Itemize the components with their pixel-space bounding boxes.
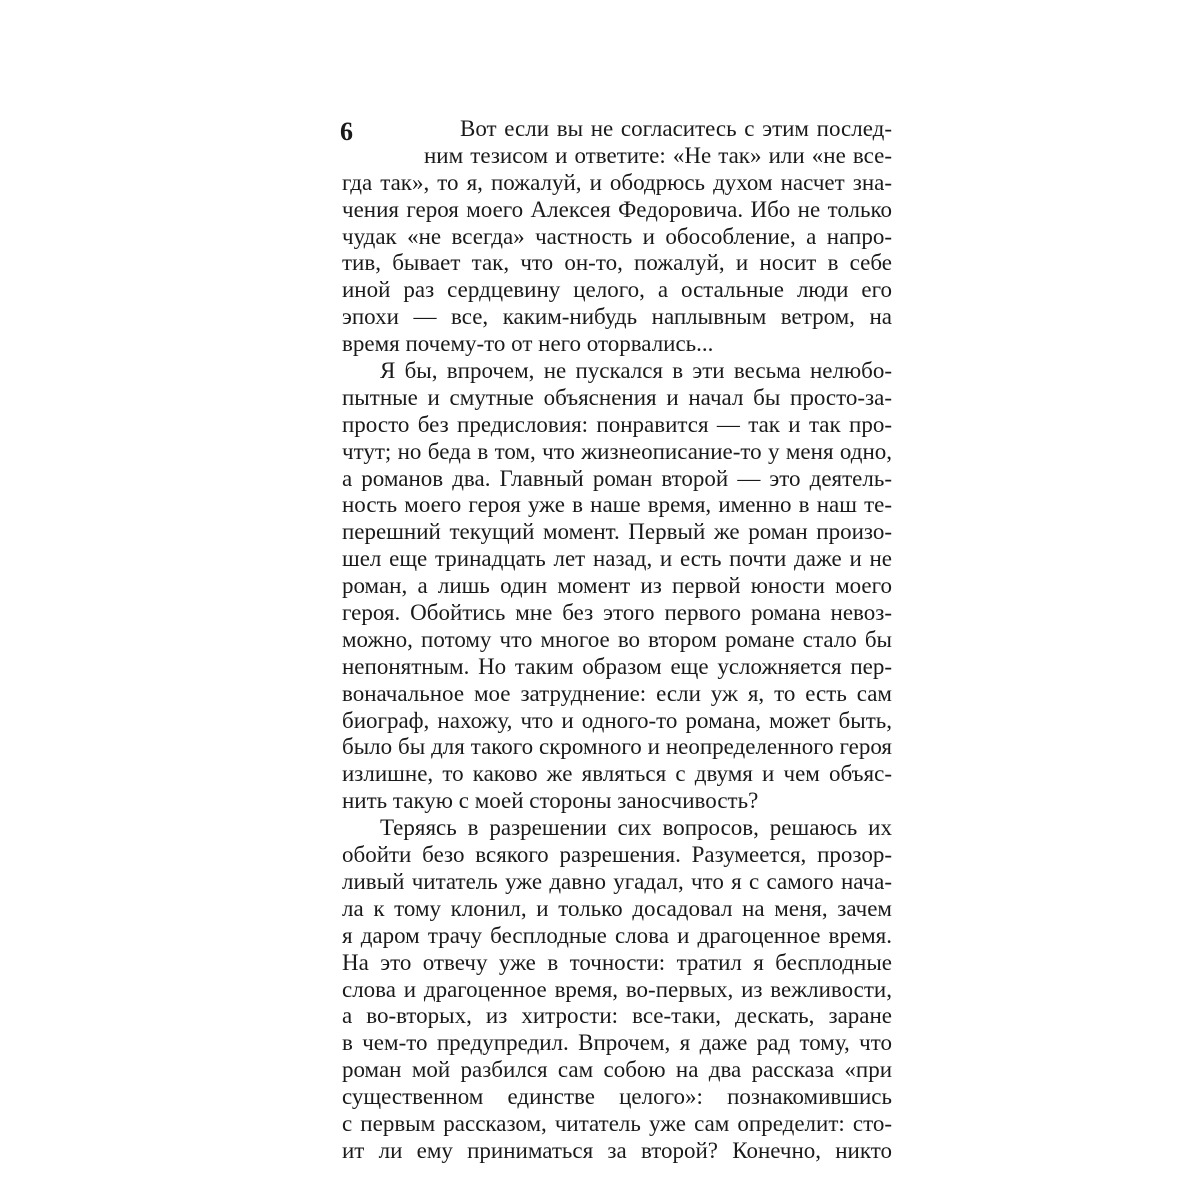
text-line: роман мой разбился сам собою на два рассказа «при (342, 1057, 892, 1083)
text-line: Я бы, впрочем, не пускался в эти весьма нелюбо- (380, 358, 892, 384)
text-line: я даром трачу бесплодные слова и драгоценное время. (342, 922, 892, 948)
text-line: Теряясь в разрешении сих вопросов, решаюсь их (380, 815, 892, 841)
paragraph-2 (342, 358, 892, 815)
text-line: излишне, то каково же являться с двумя и чем объяс- (342, 761, 892, 787)
text-line: чения героя моего Алексея Федоровича. Ибо не только (342, 196, 892, 222)
text-line: иной раз сердцевину целого, а остальные люди его (342, 277, 892, 303)
text-line: ним тезисом и ответите: «Не так» или «не все- (424, 142, 892, 168)
text-line: обойти безо всякого разрешения. Разумеется, прозор- (342, 842, 892, 868)
text-line: а во-вторых, из хитрости: все-таки, дескать, заране (342, 1003, 892, 1029)
text-line: с первым рассказом, читатель уже сам определит: сто- (342, 1110, 892, 1136)
text-line: нить такую с моей стороны заносчивость? (342, 788, 759, 814)
text-line: ливый читатель уже давно угадал, что я с самого нача- (342, 868, 892, 894)
text-line: пытные и смутные объяснения и начал бы просто-за- (342, 384, 892, 410)
text-line: ла к тому клонил, и только досадовал на меня, зачем (342, 895, 892, 921)
text-line: ит ли ему приниматься за второй? Конечно, никто (342, 1137, 892, 1163)
text-line: ность моего героя уже в наше время, именно в наш те- (342, 492, 892, 518)
text-line: перешний текущий момент. Первый же роман произо- (342, 519, 892, 545)
paragraph-3 (342, 815, 892, 1165)
text-line: роман, а лишь один момент из первой юности моего (342, 573, 892, 599)
text-line: непонятным. Но таким образом еще усложняется пер- (342, 653, 892, 679)
text-line: слова и драгоценное время, во-первых, из вежливости, (342, 976, 892, 1002)
text-line: биограф, нахожу, что и одного-то романа, может быть, (342, 707, 892, 733)
text-line: воначальное мое затруднение: если уж я, то есть сам (342, 680, 892, 706)
text-line: Вот если вы не согласитесь с этим послед- (460, 116, 892, 141)
text-line: тив, бывает так, что он-то, пожалуй, и носит в себе (342, 250, 892, 276)
text-line: героя. Обойтись мне без этого первого романа невоз- (342, 600, 892, 626)
text-line: существенном единстве целого»: познакомившись (342, 1084, 892, 1110)
page-number: 6 (340, 117, 353, 146)
text-line: время почему-то от него оторвались... (342, 331, 714, 357)
text-line: просто без предисловия: понравится — так и так про- (342, 411, 892, 437)
text-line: чудак «не всегда» частность и обособление, а напро- (342, 223, 892, 249)
text-line: в чем-то предупредил. Впрочем, я даже рад тому, что (342, 1030, 892, 1056)
paragraph-1 (342, 116, 892, 358)
text-line: чтут; но беда в том, что жизнеописание-то у меня одно, (342, 438, 892, 464)
text-line: На это отвечу уже в точности: тратил я бесплодные (342, 949, 892, 975)
text-line: эпохи — все, каким-нибудь наплывным ветром, на (342, 304, 892, 330)
text-line: было бы для такого скромного и неопределенного героя (342, 734, 892, 760)
text-line: можно, потому что многое во втором романе стало бы (342, 626, 892, 652)
text-line: шел еще тринадцать лет назад, и есть почти даже и не (342, 546, 892, 572)
text-line: а романов два. Главный роман второй — это деятель- (342, 465, 892, 491)
body-text (342, 116, 892, 1165)
text-line: гда так», то я, пожалуй, и ободрюсь духом насчет зна- (342, 169, 892, 195)
